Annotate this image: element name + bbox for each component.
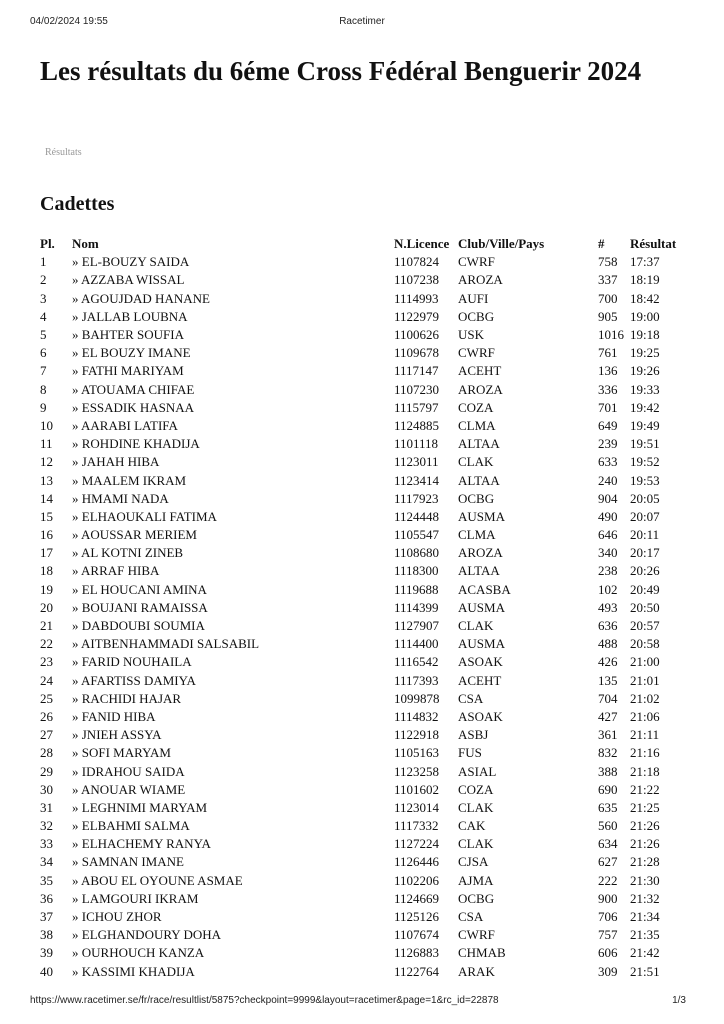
cell-bib: 758 [598, 254, 618, 270]
cell-place: 22 [40, 636, 53, 652]
cell-name[interactable]: » ANOUAR WIAME [72, 781, 186, 797]
cell-result: 21:34 [630, 909, 660, 925]
cell-result: 21:26 [630, 836, 660, 852]
cell-club: CWRF [458, 254, 495, 270]
cell-result: 20:07 [630, 508, 660, 524]
cell-club: ARAK [458, 963, 495, 979]
header-club: Club/Ville/Pays [458, 236, 545, 252]
cell-place: 21 [40, 618, 53, 634]
cell-name[interactable]: » FARID NOUHAILA [72, 654, 192, 670]
table-row [40, 672, 690, 690]
table-row [40, 853, 690, 871]
cell-place: 31 [40, 799, 53, 815]
cell-result: 21:35 [630, 927, 660, 943]
cell-result: 21:01 [630, 672, 660, 688]
table-row [40, 471, 690, 489]
cell-club: ALTAA [458, 472, 500, 488]
cell-licence: 1107674 [394, 927, 440, 943]
cell-place: 1 [40, 254, 47, 270]
cell-name[interactable]: » FANID HIBA [72, 708, 156, 724]
cell-club: CJSA [458, 854, 489, 870]
cell-club: CLAK [458, 836, 494, 852]
cell-licence: 1122979 [394, 308, 440, 324]
table-row [40, 708, 690, 726]
cell-result: 21:28 [630, 854, 660, 870]
cell-place: 8 [40, 381, 47, 397]
cell-bib: 646 [598, 527, 618, 543]
cell-place: 35 [40, 872, 53, 888]
table-row [40, 344, 690, 362]
table-row [40, 362, 690, 380]
print-date: 04/02/2024 19:55 [30, 16, 108, 27]
cell-licence: 1127224 [394, 836, 440, 852]
cell-licence: 1124448 [394, 508, 440, 524]
table-row [40, 908, 690, 926]
cell-name[interactable]: » ARRAF HIBA [72, 563, 160, 579]
cell-name[interactable]: » ABOU EL OYOUNE ASMAE [72, 872, 243, 888]
cell-licence: 1123011 [394, 454, 439, 470]
cell-bib: 336 [598, 381, 618, 397]
header-bib: # [598, 236, 605, 252]
cell-licence: 1126883 [394, 945, 440, 961]
cell-place: 13 [40, 472, 53, 488]
cell-place: 10 [40, 417, 53, 433]
cell-licence: 1117923 [394, 490, 439, 506]
cell-licence: 1122764 [394, 963, 440, 979]
cell-licence: 1117147 [394, 363, 439, 379]
cell-bib: 488 [598, 636, 618, 652]
cell-licence: 1123014 [394, 799, 440, 815]
table-row [40, 490, 690, 508]
cell-club: CAK [458, 818, 486, 834]
cell-licence: 1109678 [394, 345, 440, 361]
cell-licence: 1124885 [394, 417, 440, 433]
print-header [30, 16, 694, 30]
cell-club: ACEHT [458, 672, 502, 688]
table-row [40, 271, 690, 289]
cell-place: 11 [40, 436, 53, 452]
cell-place: 7 [40, 363, 47, 379]
cell-licence: 1114832 [394, 708, 439, 724]
cell-name[interactable]: » KASSIMI KHADIJA [72, 963, 195, 979]
cell-licence: 1117332 [394, 818, 439, 834]
table-row [40, 617, 690, 635]
cell-name[interactable]: » AGOUJDAD HANANE [72, 290, 210, 306]
table-row [40, 762, 690, 780]
cell-club: ASOAK [458, 654, 503, 670]
cell-club: CSA [458, 909, 484, 925]
cell-licence: 1102206 [394, 872, 440, 888]
table-row [40, 544, 690, 562]
cell-result: 19:49 [630, 417, 660, 433]
table-row [40, 890, 690, 908]
cell-place: 28 [40, 745, 53, 761]
cell-club: AUFI [458, 290, 489, 306]
cell-club: AUSMA [458, 508, 505, 524]
cell-result: 21:22 [630, 781, 660, 797]
cell-name[interactable]: » LEGHNIMI MARYAM [72, 799, 208, 815]
cell-place: 37 [40, 909, 53, 925]
cell-bib: 700 [598, 290, 618, 306]
cell-name[interactable]: » ELBAHMI SALMA [72, 818, 190, 834]
cell-bib: 635 [598, 799, 618, 815]
cell-name[interactable]: » RACHIDI HAJAR [72, 690, 182, 706]
table-row [40, 562, 690, 580]
cell-club: CWRF [458, 927, 495, 943]
cell-licence: 1126446 [394, 854, 440, 870]
table-row [40, 526, 690, 544]
table-row [40, 326, 690, 344]
cell-place: 17 [40, 545, 53, 561]
table-row [40, 290, 690, 308]
table-row [40, 399, 690, 417]
cell-result: 20:11 [630, 527, 660, 543]
table-row [40, 799, 690, 817]
cell-licence: 1125126 [394, 909, 440, 925]
cell-result: 18:19 [630, 272, 660, 288]
cell-bib: 905 [598, 308, 618, 324]
cell-place: 40 [40, 963, 53, 979]
cell-place: 27 [40, 727, 53, 743]
cell-name[interactable]: » BAHTER SOUFIA [72, 327, 184, 343]
cell-place: 4 [40, 308, 47, 324]
cell-bib: 240 [598, 472, 618, 488]
cell-bib: 627 [598, 854, 618, 870]
cell-bib: 757 [598, 927, 618, 943]
cell-name[interactable]: » EL-BOUZY SAIDA [72, 254, 190, 270]
print-url: https://www.racetimer.se/fr/race/resultlist/5875?checkpoint=9999&layout=racetimer&page=1&rc_id=22878 [30, 995, 499, 1006]
cell-result: 21:16 [630, 745, 660, 761]
cell-name[interactable]: » ESSADIK HASNAA [72, 399, 195, 415]
table-row [40, 508, 690, 526]
cell-licence: 1108680 [394, 545, 440, 561]
cell-result: 20:58 [630, 636, 660, 652]
cell-bib: 649 [598, 417, 618, 433]
cell-club: FUS [458, 745, 482, 761]
cell-licence: 1105163 [394, 745, 440, 761]
cell-place: 16 [40, 527, 53, 543]
table-row [40, 817, 690, 835]
cell-bib: 636 [598, 618, 618, 634]
cell-place: 36 [40, 890, 53, 906]
cell-club: CSA [458, 690, 484, 706]
cell-name[interactable]: » ROHDINE KHADIJA [72, 436, 200, 452]
cell-club: AROZA [458, 272, 503, 288]
cell-licence: 1123414 [394, 472, 440, 488]
cell-bib: 361 [598, 727, 618, 743]
cell-licence: 1115797 [394, 399, 439, 415]
cell-name[interactable]: » AARABI LATIFA [72, 417, 178, 433]
cell-result: 21:02 [630, 690, 660, 706]
cell-bib: 900 [598, 890, 618, 906]
cell-bib: 238 [598, 563, 618, 579]
cell-name[interactable]: » AOUSSAR MERIEM [72, 527, 197, 543]
cell-place: 9 [40, 399, 47, 415]
page-title: Les résultats du 6éme Cross Fédéral Benguerir 2024 [40, 56, 642, 86]
table-row [40, 381, 690, 399]
cell-place: 34 [40, 854, 53, 870]
cell-name[interactable]: » ATOUAMA CHIFAE [72, 381, 195, 397]
cell-licence: 1105547 [394, 527, 440, 543]
table-row [40, 308, 690, 326]
cell-club: AROZA [458, 545, 503, 561]
cell-licence: 1117393 [394, 672, 439, 688]
cell-result: 21:00 [630, 654, 660, 670]
cell-licence: 1127907 [394, 618, 440, 634]
cell-bib: 239 [598, 436, 618, 452]
cell-result: 21:42 [630, 945, 660, 961]
print-page-number: 1/3 [672, 995, 686, 1006]
cell-club: AUSMA [458, 636, 505, 652]
cell-club: CHMAB [458, 945, 506, 961]
cell-place: 19 [40, 581, 53, 597]
cell-bib: 426 [598, 654, 618, 670]
cell-licence: 1101118 [394, 436, 439, 452]
cell-name[interactable]: » LAMGOURI IKRAM [72, 890, 199, 906]
cell-result: 21:26 [630, 818, 660, 834]
cell-name[interactable]: » BOUJANI RAMAISSA [72, 599, 208, 615]
cell-licence: 1123258 [394, 763, 440, 779]
cell-licence: 1107824 [394, 254, 440, 270]
cell-result: 20:17 [630, 545, 660, 561]
table-row [40, 417, 690, 435]
cell-place: 24 [40, 672, 53, 688]
table-row [40, 744, 690, 762]
header-result: Résultat [630, 236, 677, 252]
header-name: Nom [72, 236, 99, 252]
cell-club: CLAK [458, 454, 494, 470]
cell-name[interactable]: » MAALEM IKRAM [72, 472, 187, 488]
cell-licence: 1099878 [394, 690, 440, 706]
cell-licence: 1107230 [394, 381, 440, 397]
cell-place: 38 [40, 927, 53, 943]
cell-bib: 633 [598, 454, 618, 470]
cell-bib: 222 [598, 872, 618, 888]
cell-club: ASBJ [458, 727, 489, 743]
cell-place: 39 [40, 945, 53, 961]
table-row [40, 635, 690, 653]
cell-name[interactable]: » SAMNAN IMANE [72, 854, 184, 870]
cell-club: AJMA [458, 872, 494, 888]
table-row [40, 944, 690, 962]
cell-place: 20 [40, 599, 53, 615]
cell-name[interactable]: » EL HOUCANI AMINA [72, 581, 207, 597]
cell-licence: 1101602 [394, 781, 440, 797]
cell-bib: 102 [598, 581, 618, 597]
cell-bib: 634 [598, 836, 618, 852]
cell-name[interactable]: » JAHAH HIBA [72, 454, 160, 470]
cell-result: 21:11 [630, 727, 660, 743]
table-row [40, 453, 690, 471]
cell-bib: 690 [598, 781, 618, 797]
cell-bib: 560 [598, 818, 618, 834]
cell-result: 19:26 [630, 363, 660, 379]
cell-club: ASOAK [458, 708, 503, 724]
cell-club: ASIAL [458, 763, 497, 779]
cell-name[interactable]: » ICHOU ZHOR [72, 909, 162, 925]
cell-name[interactable]: » DABDOUBI SOUMIA [72, 618, 205, 634]
cell-licence: 1114400 [394, 636, 439, 652]
cell-result: 19:33 [630, 381, 660, 397]
cell-result: 21:25 [630, 799, 660, 815]
cell-result: 18:42 [630, 290, 660, 306]
cell-club: ALTAA [458, 563, 500, 579]
table-row [40, 599, 690, 617]
cell-club: OCBG [458, 890, 495, 906]
cell-club: COZA [458, 781, 494, 797]
cell-bib: 136 [598, 363, 618, 379]
cell-name[interactable]: » ELHACHEMY RANYA [72, 836, 211, 852]
cell-bib: 135 [598, 672, 618, 688]
table-row [40, 926, 690, 944]
cell-place: 25 [40, 690, 53, 706]
cell-result: 19:18 [630, 327, 660, 343]
cell-place: 6 [40, 345, 47, 361]
cell-place: 23 [40, 654, 53, 670]
cell-club: CLMA [458, 417, 496, 433]
breadcrumb-results[interactable]: Résultats [45, 147, 82, 158]
cell-club: OCBG [458, 308, 495, 324]
cell-bib: 704 [598, 690, 618, 706]
cell-name[interactable]: » AITBENHAMMADI SALSABIL [72, 636, 260, 652]
cell-result: 19:25 [630, 345, 660, 361]
table-header-row [40, 235, 690, 253]
cell-club: ACASBA [458, 581, 511, 597]
cell-club: USK [458, 327, 485, 343]
cell-bib: 706 [598, 909, 618, 925]
cell-bib: 309 [598, 963, 618, 979]
cell-result: 20:57 [630, 618, 660, 634]
cell-name[interactable]: » OURHOUCH KANZA [72, 945, 205, 961]
section-title: Cadettes [40, 193, 115, 215]
cell-place: 29 [40, 763, 53, 779]
results-table [40, 235, 690, 981]
cell-club: ALTAA [458, 436, 500, 452]
cell-name[interactable]: » FATHI MARIYAM [72, 363, 184, 379]
cell-result: 19:52 [630, 454, 660, 470]
cell-name[interactable]: » HMAMI NADA [72, 490, 169, 506]
cell-place: 2 [40, 272, 47, 288]
cell-result: 21:32 [630, 890, 660, 906]
table-row [40, 872, 690, 890]
header-place: Pl. [40, 236, 55, 252]
cell-club: CLAK [458, 618, 494, 634]
table-row [40, 253, 690, 271]
cell-bib: 388 [598, 763, 618, 779]
cell-place: 30 [40, 781, 53, 797]
cell-licence: 1114993 [394, 290, 439, 306]
cell-result: 20:05 [630, 490, 660, 506]
cell-licence: 1122918 [394, 727, 440, 743]
table-row [40, 690, 690, 708]
cell-result: 19:53 [630, 472, 660, 488]
cell-result: 19:51 [630, 436, 660, 452]
cell-result: 19:00 [630, 308, 660, 324]
cell-bib: 606 [598, 945, 618, 961]
cell-name[interactable]: » ELGHANDOURY DOHA [72, 927, 222, 943]
cell-bib: 490 [598, 508, 618, 524]
cell-bib: 701 [598, 399, 618, 415]
cell-place: 5 [40, 327, 47, 343]
cell-result: 17:37 [630, 254, 660, 270]
cell-result: 21:51 [630, 963, 660, 979]
print-footer [30, 995, 694, 1006]
table-row [40, 726, 690, 744]
cell-name[interactable]: » AZZABA WISSAL [72, 272, 185, 288]
cell-club: AUSMA [458, 599, 505, 615]
cell-name[interactable]: » SOFI MARYAM [72, 745, 171, 761]
cell-bib: 340 [598, 545, 618, 561]
cell-result: 20:50 [630, 599, 660, 615]
cell-name[interactable]: » AL KOTNI ZINEB [72, 545, 184, 561]
table-row [40, 963, 690, 981]
table-row [40, 653, 690, 671]
cell-bib: 761 [598, 345, 618, 361]
table-row [40, 435, 690, 453]
cell-place: 3 [40, 290, 47, 306]
header-licence: N.Licence [394, 236, 450, 252]
table-row [40, 835, 690, 853]
cell-club: COZA [458, 399, 494, 415]
cell-result: 20:49 [630, 581, 660, 597]
cell-name[interactable]: » EL BOUZY IMANE [72, 345, 191, 361]
cell-licence: 1119688 [394, 581, 439, 597]
cell-name[interactable]: » AFARTISS DAMIYA [72, 672, 196, 688]
cell-licence: 1124669 [394, 890, 440, 906]
cell-club: OCBG [458, 490, 495, 506]
cell-result: 20:26 [630, 563, 660, 579]
cell-bib: 832 [598, 745, 618, 761]
cell-name[interactable]: » JALLAB LOUBNA [72, 308, 188, 324]
cell-place: 15 [40, 508, 53, 524]
cell-bib: 493 [598, 599, 618, 615]
cell-place: 14 [40, 490, 53, 506]
cell-club: CWRF [458, 345, 495, 361]
table-row [40, 581, 690, 599]
cell-result: 21:18 [630, 763, 660, 779]
cell-licence: 1118300 [394, 563, 439, 579]
cell-bib: 1016 [598, 327, 624, 343]
print-site-title: Racetimer [339, 16, 385, 27]
table-row [40, 781, 690, 799]
cell-club: CLAK [458, 799, 494, 815]
results-body [40, 253, 690, 981]
cell-licence: 1100626 [394, 327, 440, 343]
cell-name[interactable]: » JNIEH ASSYA [72, 727, 162, 743]
cell-result: 19:42 [630, 399, 660, 415]
cell-place: 18 [40, 563, 53, 579]
cell-licence: 1114399 [394, 599, 439, 615]
cell-result: 21:06 [630, 708, 660, 724]
cell-name[interactable]: » ELHAOUKALI FATIMA [72, 508, 217, 524]
cell-club: CLMA [458, 527, 496, 543]
cell-club: ACEHT [458, 363, 502, 379]
cell-place: 26 [40, 708, 53, 724]
cell-name[interactable]: » IDRAHOU SAIDA [72, 763, 185, 779]
cell-bib: 904 [598, 490, 618, 506]
cell-club: AROZA [458, 381, 503, 397]
cell-result: 21:30 [630, 872, 660, 888]
cell-place: 12 [40, 454, 53, 470]
cell-place: 33 [40, 836, 53, 852]
cell-place: 32 [40, 818, 53, 834]
cell-bib: 427 [598, 708, 618, 724]
cell-bib: 337 [598, 272, 618, 288]
cell-licence: 1116542 [394, 654, 439, 670]
cell-licence: 1107238 [394, 272, 440, 288]
